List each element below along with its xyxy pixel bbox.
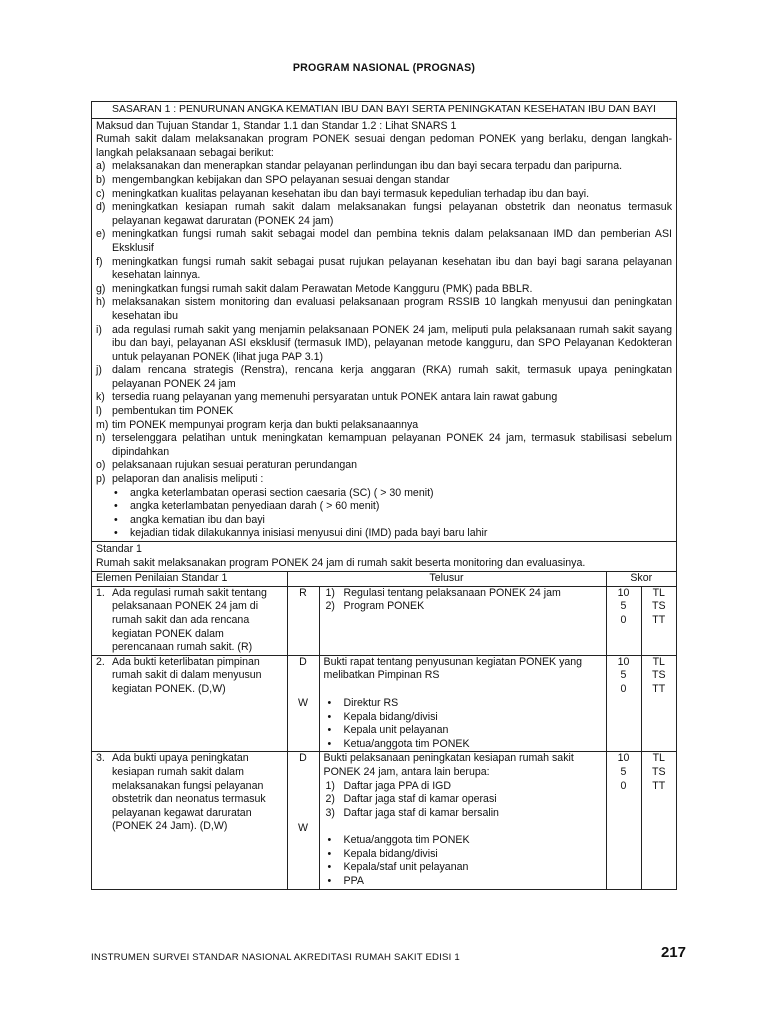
table-row xyxy=(92,655,676,752)
page-number: 217 xyxy=(660,944,686,961)
spacer xyxy=(292,794,315,808)
skor-value: 0 xyxy=(620,682,627,695)
list-item-key: i) xyxy=(96,323,102,336)
elemen-text-block xyxy=(96,587,283,655)
skor-value: 5 xyxy=(620,765,627,778)
numbered-item-text: Daftar jaga PPA di IGD xyxy=(343,779,452,792)
telusur-cell xyxy=(319,752,606,889)
telusur-code-cell xyxy=(287,752,319,889)
status-value: TS xyxy=(651,669,666,682)
list-item xyxy=(96,296,672,323)
skor-cell xyxy=(606,752,641,889)
telusur-intro: Bukti pelaksanaan peningkatan kesiapan rumah sakit PONEK 24 jam, antara lain berupa: xyxy=(323,752,574,778)
list-item-key: b) xyxy=(96,173,106,186)
list-item-key: c) xyxy=(96,187,105,200)
elemen-number: 2. xyxy=(96,655,105,668)
status-value: TS xyxy=(651,765,666,778)
list-item-key: a) xyxy=(96,160,106,173)
list-item-key: k) xyxy=(96,391,105,404)
skor-cell xyxy=(606,655,641,752)
col-header-skor: Skor xyxy=(606,572,676,586)
list-item xyxy=(96,405,672,419)
list-item xyxy=(96,201,672,228)
list-item xyxy=(96,364,672,391)
list-item-key: l) xyxy=(96,405,102,418)
list-item-text: pembentukan tim PONEK xyxy=(112,405,234,418)
table-row xyxy=(92,752,676,889)
status-cell xyxy=(641,655,676,752)
list-item-key: e) xyxy=(96,228,106,241)
bullet-item: • PPA xyxy=(324,875,602,889)
list-item-key: m) xyxy=(96,418,109,431)
telusur-code-cell xyxy=(287,655,319,752)
list-item-text: meningkatkan kesiapan rumah sakit dalam melaksanakan fungsi pelayanan obstetrik dan neonatus termasuk pelayanan kegawat daruratan (PONEK 24 jam) xyxy=(112,201,672,227)
telusur-bullet-list xyxy=(324,834,602,888)
list-item xyxy=(96,256,672,283)
list-item-key: p) xyxy=(96,473,106,486)
numbered-item xyxy=(324,587,602,601)
numbered-item xyxy=(324,807,602,821)
maksud-section xyxy=(92,119,676,542)
numbered-item-index: 3) xyxy=(325,806,335,819)
numbered-item-index: 1) xyxy=(325,779,335,792)
col-header-elemen: Elemen Penilaian Standar 1 xyxy=(92,572,287,586)
bullet-item: • Kepala bidang/divisi xyxy=(324,711,602,725)
skor-value: 5 xyxy=(620,600,627,613)
spacer xyxy=(292,766,315,780)
list-item-key: h) xyxy=(96,296,106,309)
elemen-text-block xyxy=(96,752,283,834)
list-item-text: dalam rencana strategis (Renstra), rencana kerja anggaran (RKA) rumah sakit, termasuk upaya peningkatan pelayanan PONEK 24 jam xyxy=(112,364,672,390)
numbered-item-index: 1) xyxy=(325,586,335,599)
list-item-key: j) xyxy=(96,364,102,377)
numbered-item-text: Regulasi tentang pelaksanaan PONEK 24 jam xyxy=(343,586,561,599)
bullet-item: • Ketua/anggota tim PONEK xyxy=(324,834,602,848)
status-value: TL xyxy=(652,586,665,599)
elemen-cell xyxy=(92,586,287,655)
document-title: PROGRAM NASIONAL (PROGNAS) xyxy=(292,62,476,74)
list-item-key: f) xyxy=(96,255,103,268)
list-item-key: d) xyxy=(96,201,106,214)
bullet-item: • angka keterlambatan penyediaan darah ( > 60 menit) xyxy=(114,500,672,514)
skor-value: 0 xyxy=(620,613,627,626)
status-cell xyxy=(641,586,676,655)
skor-cell xyxy=(606,586,641,655)
telusur-code: D xyxy=(299,655,307,668)
spacer xyxy=(324,820,602,834)
list-item-text: tim PONEK mempunyai program kerja dan bukti pelaksanaannya xyxy=(112,418,419,431)
sasaran-frame xyxy=(91,101,677,890)
elemen-number: 3. xyxy=(96,752,105,765)
list-item-key: g) xyxy=(96,282,106,295)
list-item xyxy=(96,473,672,487)
list-item xyxy=(96,432,672,459)
telusur-intro: Bukti rapat tentang penyusunan kegiatan PONEK yang melibatkan Pimpinan RS xyxy=(323,655,583,682)
standar-section xyxy=(92,542,676,572)
telusur-numbered-list xyxy=(324,587,602,614)
telusur-numbered-list xyxy=(324,780,602,821)
bullet-item: • kejadian tidak dilakukannya inisiasi menyusui dini (IMD) pada bayi baru lahir xyxy=(114,527,672,541)
maksud-list xyxy=(96,160,672,486)
list-item-key: o) xyxy=(96,459,106,472)
sasaran-heading: SASARAN 1 : PENURUNAN ANGKA KEMATIAN IBU DAN BAYI SERTA PENINGKATAN KESEHATAN IBU DAN BAYI xyxy=(92,102,676,119)
status-value: TT xyxy=(652,613,666,626)
elemen-cell xyxy=(92,655,287,752)
numbered-item-text: Daftar jaga staf di kamar bersalin xyxy=(343,806,499,819)
bullet-item: • angka kematian ibu dan bayi xyxy=(114,514,672,528)
list-item-text: tersedia ruang pelayanan yang memenuhi persyaratan untuk PONEK antara lain rawat gabung xyxy=(112,391,558,404)
elemen-text: Ada bukti upaya peningkatan kesiapan rumah sakit dalam melaksanakan fungsi pelayanan obstetrik dan neonatus termasuk pelayanan kegawat daruratan (PONEK 24 Jam). (D,W) xyxy=(112,752,266,833)
table-header-row xyxy=(92,572,676,586)
spacer xyxy=(292,808,315,822)
telusur-code: R xyxy=(299,586,307,599)
assessment-table xyxy=(92,572,676,888)
elemen-number: 1. xyxy=(96,586,105,599)
spacer xyxy=(292,780,315,794)
list-item xyxy=(96,228,672,255)
numbered-item xyxy=(324,600,602,614)
bullet-item: • Kepala/staf unit pelayanan xyxy=(324,861,602,875)
status-value: TS xyxy=(651,600,666,613)
numbered-item-text: Program PONEK xyxy=(343,600,425,613)
list-item xyxy=(96,160,672,174)
spacer xyxy=(292,669,315,683)
numbered-item-index: 2) xyxy=(325,600,335,613)
standar-label: Standar 1 xyxy=(96,543,142,555)
status-value: TT xyxy=(652,779,666,792)
status-value: TT xyxy=(652,682,666,695)
list-item xyxy=(96,174,672,188)
numbered-item xyxy=(324,793,602,807)
numbered-item xyxy=(324,780,602,794)
telusur-cell xyxy=(319,586,606,655)
assessment-section xyxy=(92,572,676,888)
list-item xyxy=(96,391,672,405)
table-row xyxy=(92,586,676,655)
footer-text: INSTRUMEN SURVEI STANDAR NASIONAL AKREDITASI RUMAH SAKIT EDISI 1 xyxy=(91,952,460,963)
list-item-text: terselenggara pelatihan untuk meningkatan kemampuan pelayanan PONEK 24 jam, termasuk stabilisasi sebelum dipindahkan xyxy=(112,432,672,458)
telusur-code-w: W xyxy=(298,821,308,834)
bullet-item: • angka keterlambatan operasi section caesaria (SC) ( > 30 menit) xyxy=(114,487,672,501)
reporting-bullet-list xyxy=(96,487,672,541)
list-item xyxy=(96,188,672,202)
list-item-text: pelaksanaan rujukan sesuai peraturan perundangan xyxy=(112,459,358,472)
telusur-cell xyxy=(319,655,606,752)
list-item-text: meningkatkan kualitas pelayanan kesehatan ibu dan bayi termasuk kepedulian terhadap ibu dan bayi. xyxy=(112,187,590,200)
elemen-text-block xyxy=(96,656,283,697)
elemen-text: Ada regulasi rumah sakit tentang pelaksanaan PONEK 24 jam di rumah sakit dan ada rencana kegiatan PONEK dalam perencanaan rumah sakit. (R) xyxy=(112,586,267,654)
skor-value: 10 xyxy=(617,655,630,668)
skor-value: 10 xyxy=(617,586,630,599)
list-item-key: n) xyxy=(96,432,106,445)
status-value: TL xyxy=(652,752,665,765)
telusur-code-w: W xyxy=(298,697,308,710)
elemen-text: Ada bukti keterlibatan pimpinan rumah sakit di dalam menyusun kegiatan PONEK. (D,W) xyxy=(112,655,262,695)
maksud-heading: Maksud dan Tujuan Standar 1, Standar 1.1 dan Standar 1.2 : Lihat SNARS 1 xyxy=(96,119,457,132)
skor-value: 5 xyxy=(620,669,627,682)
spacer xyxy=(324,683,602,697)
list-item xyxy=(96,419,672,433)
list-item-text: meningkatkan fungsi rumah sakit sebagai model dan pembina teknis dalam pelaksanaan IMD dan pemberian ASI Eksklusif xyxy=(112,228,672,254)
col-header-telusur: Telusur xyxy=(287,572,606,586)
list-item-text: ada regulasi rumah sakit yang menjamin pelaksanaan PONEK 24 jam, meliputi pula pelaksanaan rumah sakit sayang ibu dan bayi, pelayanan ASI eksklusif (termasuk IMD), pelayanan metode kangguru, dan SPO Pelayanan Kedokteran untuk pelayanan PONEK (lihat juga PAP 3.1) xyxy=(112,323,672,363)
elemen-cell xyxy=(92,752,287,889)
bullet-item: • Kepala bidang/divisi xyxy=(324,848,602,862)
skor-value: 0 xyxy=(620,779,627,792)
status-value: TL xyxy=(652,655,665,668)
bullet-item: • Direktur RS xyxy=(324,697,602,711)
numbered-item-index: 2) xyxy=(325,793,335,806)
bullet-item: • Ketua/anggota tim PONEK xyxy=(324,738,602,752)
status-cell xyxy=(641,752,676,889)
list-item-text: meningkatkan fungsi rumah sakit dalam Perawatan Metode Kangguru (PMK) pada BBLR. xyxy=(112,282,533,295)
bullet-item: • Kepala unit pelayanan xyxy=(324,724,602,738)
telusur-bullet-list xyxy=(324,697,602,751)
skor-value: 10 xyxy=(617,752,630,765)
list-item-text: melaksanakan dan menerapkan standar pelayanan perlindungan ibu dan bayi secara terpadu dan paripurna. xyxy=(112,160,623,173)
list-item-text: melaksanakan sistem monitoring dan evaluasi pelaksanaan program RSSIB 10 langkah menyusui dan peningkatan kesehatan ibu xyxy=(112,296,672,322)
list-item xyxy=(96,283,672,297)
spacer xyxy=(292,683,315,697)
numbered-item-text: Daftar jaga staf di kamar operasi xyxy=(343,793,497,806)
telusur-code: D xyxy=(299,752,307,765)
list-item-text: pelaporan dan analisis meliputi : xyxy=(112,473,264,486)
standar-text: Rumah sakit melaksanakan program PONEK 24 jam di rumah sakit beserta monitoring dan evaluasinya. xyxy=(96,556,586,569)
list-item-text: mengembangkan kebijakan dan SPO pelayanan sesuai dengan standar xyxy=(112,173,450,186)
list-item-text: meningkatkan fungsi rumah sakit sebagai pusat rujukan pelayanan kesehatan ibu dan bayi bagi sarana pelayanan kesehatan lainnya. xyxy=(112,255,672,282)
telusur-code-cell xyxy=(287,586,319,655)
list-item xyxy=(96,324,672,365)
list-item xyxy=(96,459,672,473)
maksud-intro: Rumah sakit dalam melaksanakan program PONEK sesuai dengan pedoman PONEK yang berlaku, dengan langkah-langkah pelaksanaan sebagai berikut: xyxy=(96,133,672,159)
